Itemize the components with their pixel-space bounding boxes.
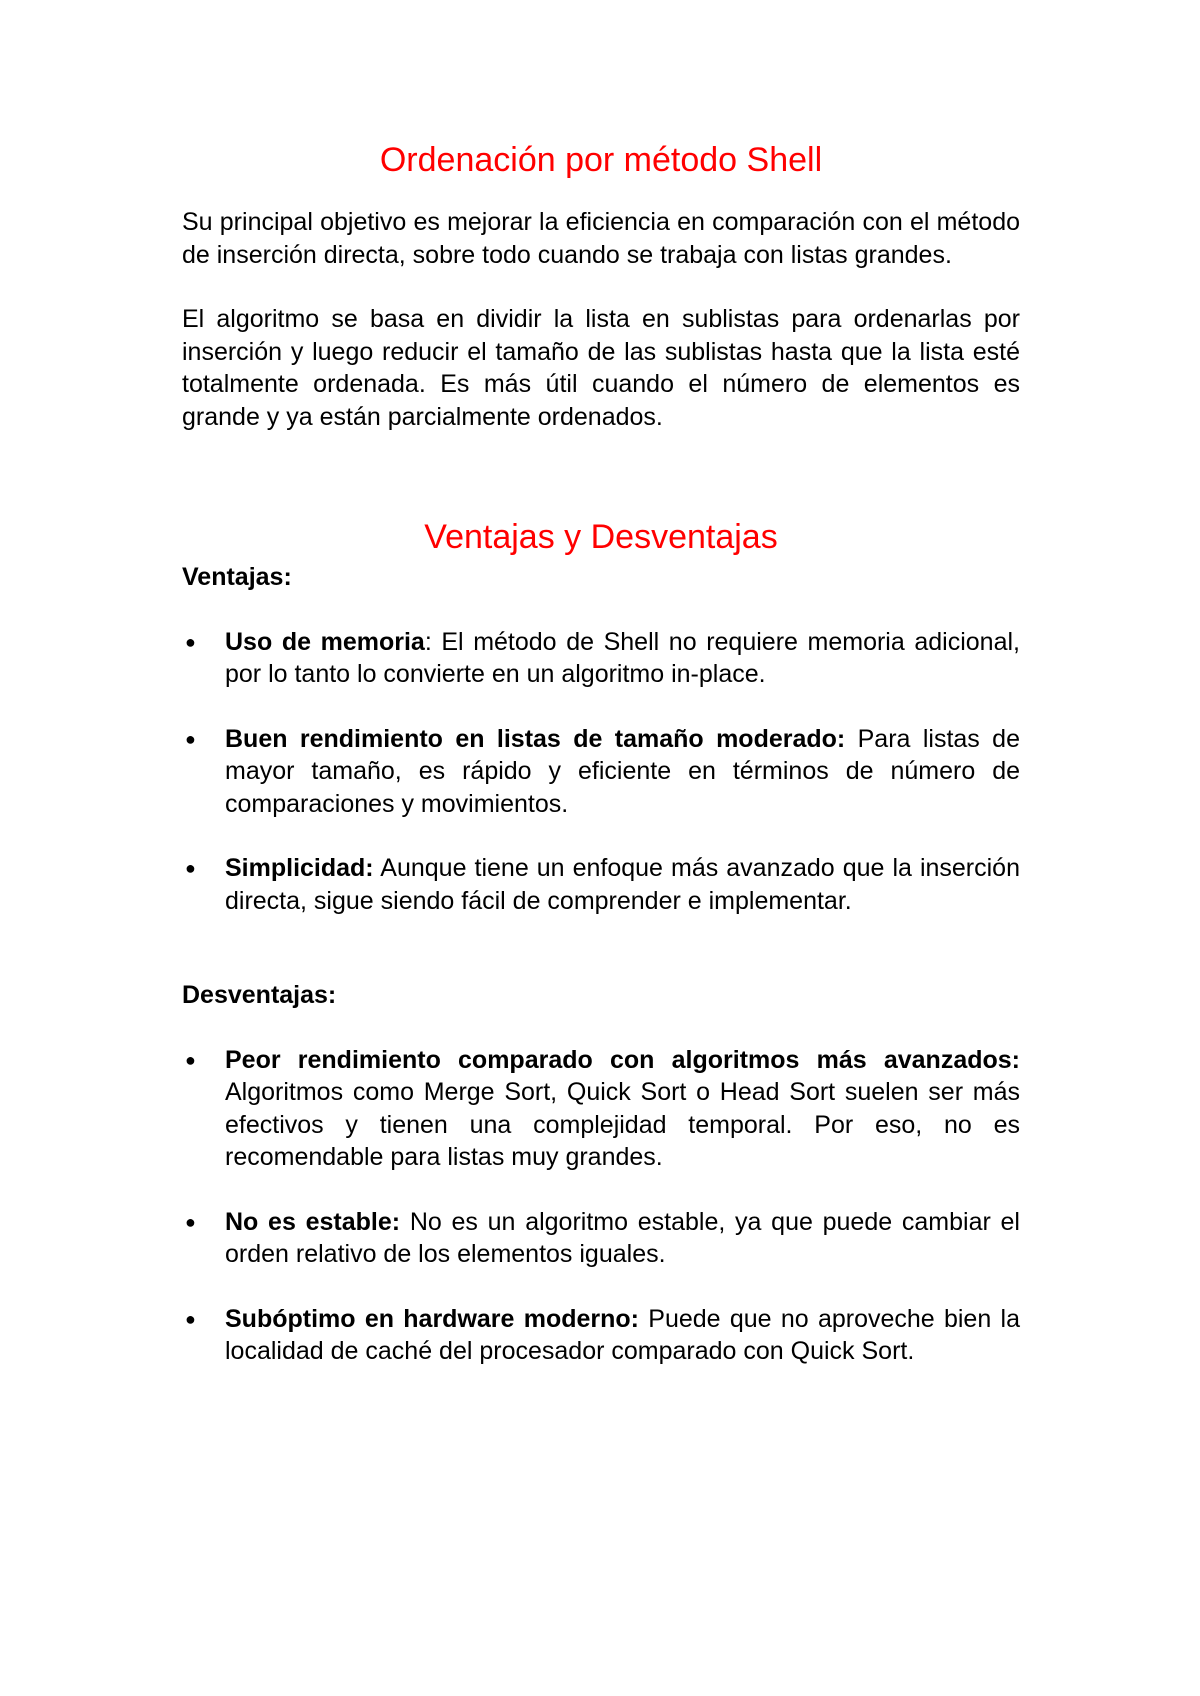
item-term: Simplicidad:	[225, 854, 374, 882]
item-term: Buen rendimiento en listas de tamaño moderado:	[225, 724, 846, 753]
list-item	[182, 723, 1020, 821]
item-description: Para listas de mayor tamaño, es rápido y eficiente en términos de número de comparaciones y movimientos.	[225, 724, 1020, 818]
ventajas-heading: Ventajas:	[182, 563, 292, 591]
ventajas-list	[182, 626, 1020, 918]
item-term: Uso de memoria	[225, 627, 425, 656]
list-item	[182, 1303, 1020, 1368]
item-description: Aunque tiene un enfoque más avanzado que la inserción directa, sigue siendo fácil de comprender e implementar.	[225, 854, 1020, 915]
intro-paragraph: Su principal objetivo es mejorar la eficiencia en comparación con el método de inserción directa, sobre todo cuando se trabaja con listas grandes.	[182, 208, 1020, 269]
document-title: Ordenación por método Shell	[379, 141, 823, 179]
bullet-icon: ●	[185, 1049, 196, 1070]
list-item	[182, 852, 1020, 917]
item-description: Algoritmos como Merge Sort, Quick Sort o Head Sort suelen ser más efectivos y tienen una complejidad temporal. Por eso, no es recomendable para listas muy grandes.	[225, 1078, 1020, 1171]
document-content	[182, 140, 1020, 1400]
list-item	[182, 1206, 1020, 1271]
bullet-icon: ●	[185, 858, 196, 878]
desventajas-list	[182, 1044, 1020, 1368]
list-item	[182, 1044, 1020, 1174]
item-description: Puede que no aproveche bien la localidad de caché del procesador comparado con Quick Sort.	[225, 1304, 1020, 1365]
item-term: No es estable:	[225, 1207, 401, 1236]
item-term: Subóptimo en hardware moderno:	[225, 1304, 639, 1333]
bullet-icon: ●	[185, 631, 196, 652]
bullet-icon: ●	[185, 728, 196, 749]
list-item	[182, 626, 1020, 691]
item-description: No es un algoritmo estable, ya que puede cambiar el orden relativo de los elementos iguales.	[225, 1207, 1020, 1268]
bullet-icon: ●	[185, 1211, 196, 1232]
bullet-icon: ●	[185, 1308, 196, 1329]
section-title: Ventajas y Desventajas	[424, 518, 778, 556]
algorithm-paragraph: El algoritmo se basa en dividir la lista en sublistas para ordenarlas por inserción y luego reducir el tamaño de las sublistas hasta que la lista esté totalmente ordenada. Es más útil cuando el número de elementos es grande y ya están parcialmente ordenados.	[182, 305, 1020, 431]
item-description: : El método de Shell no requiere memoria adicional, por lo tanto lo convierte en un algoritmo in-place.	[225, 627, 1020, 688]
item-term: Peor rendimiento comparado con algoritmos más avanzados:	[225, 1045, 1020, 1074]
desventajas-heading: Desventajas:	[182, 981, 337, 1009]
